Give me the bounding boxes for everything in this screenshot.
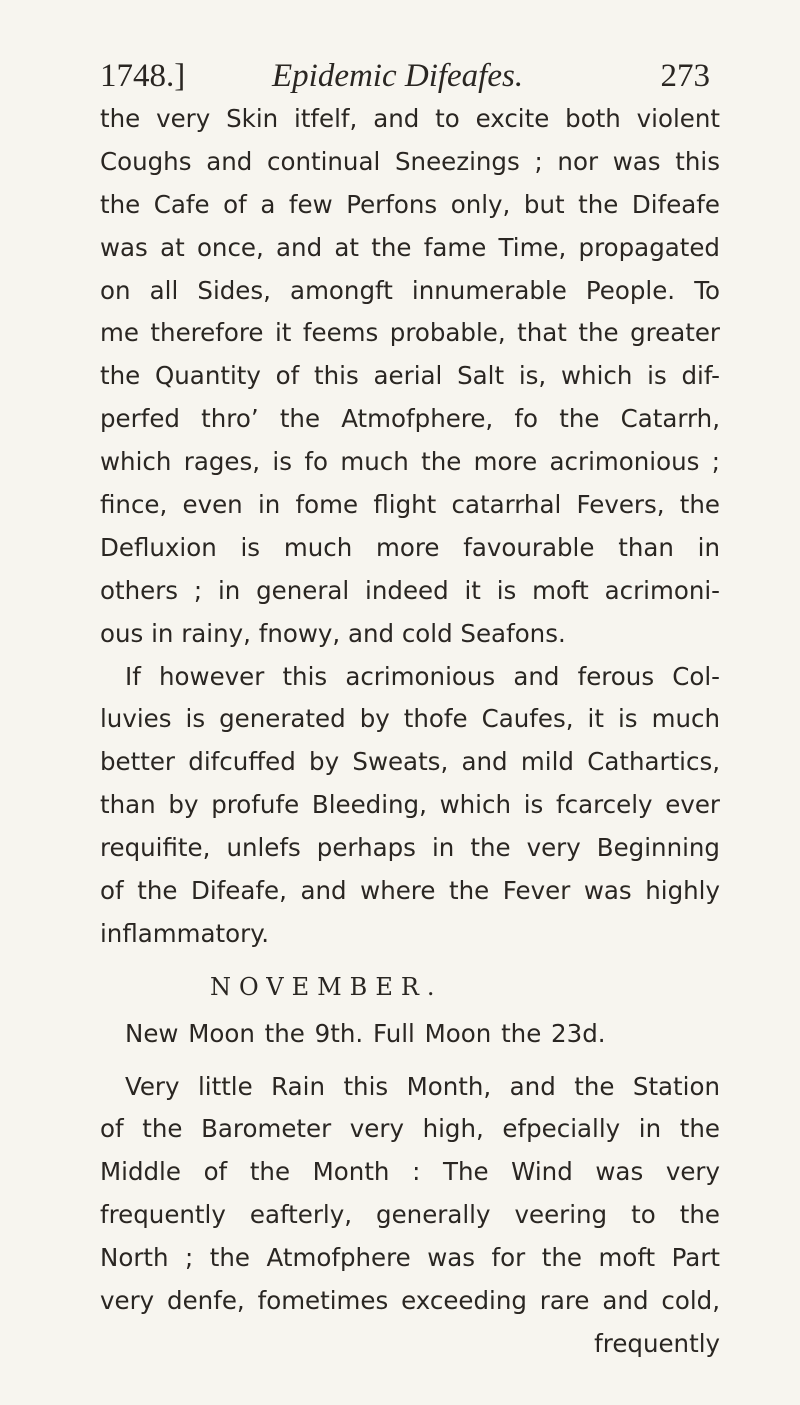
moon-phases-line: New Moon the 9th. Full Moon the 23d. [125, 1018, 606, 1048]
text-line: ous in rainy, fnowy, and cold Seafons. [100, 618, 566, 648]
text-line: inflammatory. [100, 918, 269, 948]
text-line: others ; in general indeed it is moft acrimoni- [100, 575, 720, 605]
text-line: Coughs and continual Sneezings ; nor was this [100, 146, 720, 176]
text-line: If however this acrimonious and ferous Col- [125, 661, 720, 691]
text-line: which rages, is fo much the more acrimonious ; [100, 447, 720, 477]
month-heading: NOVEMBER. [210, 972, 443, 1001]
text-line: better difcuffed by Sweats, and mild Cathartics, [100, 747, 720, 777]
text-line: the very Skin itfelf, and to excite both violent [100, 104, 720, 133]
text-line: me therefore it feems probable, that the greater [100, 318, 720, 348]
text-line: fince, even in fome flight catarrhal Fevers, the [100, 490, 720, 520]
text-line: Very little Rain this Month, and the Station [125, 1071, 720, 1101]
text-line: North ; the Atmofphere was for the moft Part [100, 1243, 720, 1273]
text-line: on all Sides, amongft innumerable People. To [100, 275, 720, 305]
text-line: very denfe, fometimes exceeding rare and cold, [100, 1286, 720, 1316]
text-line: of the Barometer very high, efpecially in the [100, 1114, 720, 1144]
text-line: frequently eafterly, generally veering to the [100, 1200, 720, 1230]
text-line: was at once, and at the fame Time, propagated [100, 232, 720, 262]
running-head-title: Epidemic Difeafes. [272, 58, 524, 94]
body-text [100, 98, 720, 1366]
text-line: Defluxion is much more favourable than in [100, 532, 720, 562]
text-line: of the Difeafe, and where the Fever was highly [100, 876, 720, 906]
text-line: perfed thro’ the Atmofphere, fo the Catarrh, [100, 404, 720, 434]
text-line: than by profufe Bleeding, which is fcarcely ever [100, 790, 720, 820]
text-line: Middle of the Month : The Wind was very [100, 1157, 720, 1187]
text-line: the Cafe of a few Perfons only, but the Difeafe [100, 189, 720, 219]
text-line: luvies is generated by thofe Caufes, it is much [100, 704, 720, 734]
catchword: frequently [594, 1328, 720, 1358]
running-head-year: 1748.] [100, 58, 186, 94]
running-head [100, 58, 710, 102]
text-line: requifite, unlefs perhaps in the very Beginning [100, 833, 720, 863]
text-line: the Quantity of this aerial Salt is, which is dif- [100, 361, 720, 391]
page-number: 273 [660, 58, 710, 94]
